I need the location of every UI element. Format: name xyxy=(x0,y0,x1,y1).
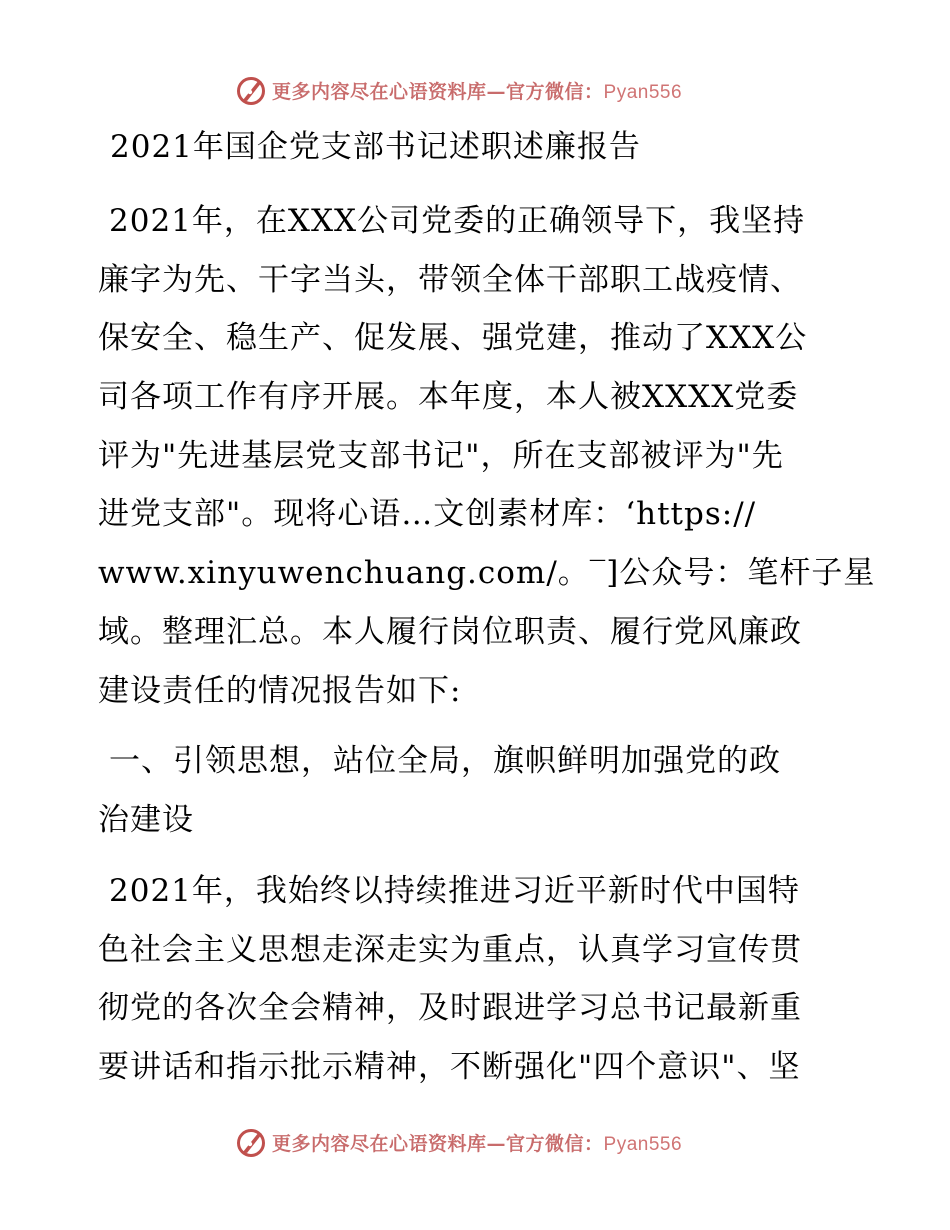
section-heading-1 xyxy=(98,732,858,849)
watermark-content xyxy=(234,1122,682,1162)
heading-line: 治建设 xyxy=(98,801,194,838)
watermark-wechat-account: Pyan556 xyxy=(603,1133,683,1155)
paragraph-line: 2021年，我始终以持续推进习近平新时代中国特 xyxy=(109,873,800,909)
paragraph-line: 要讲话和指示批示精神，不断强化"四个意识"、坚 xyxy=(98,1049,801,1086)
watermark-text: 更多内容尽在心语资料库—官方微信：Pyan556 xyxy=(272,80,683,103)
paragraph-intro xyxy=(98,192,876,720)
paragraph-line: 建设责任的情况报告如下: xyxy=(98,672,462,709)
paragraph-line: 司各项工作有序开展。本年度，本人被XXXX党委 xyxy=(98,379,799,416)
paragraph-line: 评为"先进基层党支部书记"，所在支部被评为"先 xyxy=(98,437,784,474)
header-watermark-banner xyxy=(0,70,950,110)
paragraph-line: 域。整理汇总。本人履行岗位职责、履行党风廉政 xyxy=(98,613,802,650)
heading-line: 一、引领思想，站位全局，旗帜鲜明加强党的政 xyxy=(109,743,781,779)
watermark-wechat-account: Pyan556 xyxy=(603,81,683,103)
paragraph-line: 色社会主义思想走深走实为重点，认真学习宣传贯 xyxy=(98,931,802,968)
paragraph-section-1 xyxy=(98,862,858,1097)
paragraph-line: www.xinyuwenchuang.com/。‾]公众号：笔杆子星 xyxy=(98,555,876,592)
paragraph-line: 2021年，在XXX公司党委的正确领导下，我坚持 xyxy=(109,203,806,239)
quill-pen-logo-icon xyxy=(234,73,268,107)
footer-watermark-banner xyxy=(0,1122,950,1162)
watermark-text: 更多内容尽在心语资料库—官方微信：Pyan556 xyxy=(272,1132,683,1155)
watermark-content xyxy=(234,70,682,110)
quill-pen-logo-icon xyxy=(234,1125,268,1159)
paragraph-line: 进党支部"。现将心语…文创素材库：‘https:// xyxy=(98,496,757,533)
paragraph-line: 廉字为先、干字当头，带领全体干部职工战疫情、 xyxy=(98,261,802,298)
paragraph-line: 保安全、稳生产、促发展、强党建，推动了XXX公 xyxy=(98,320,808,357)
paragraph-line: 彻党的各次全会精神，及时跟进学习总书记最新重 xyxy=(98,990,802,1027)
document-title: 2021年国企党支部书记述职述廉报告 xyxy=(110,129,641,165)
